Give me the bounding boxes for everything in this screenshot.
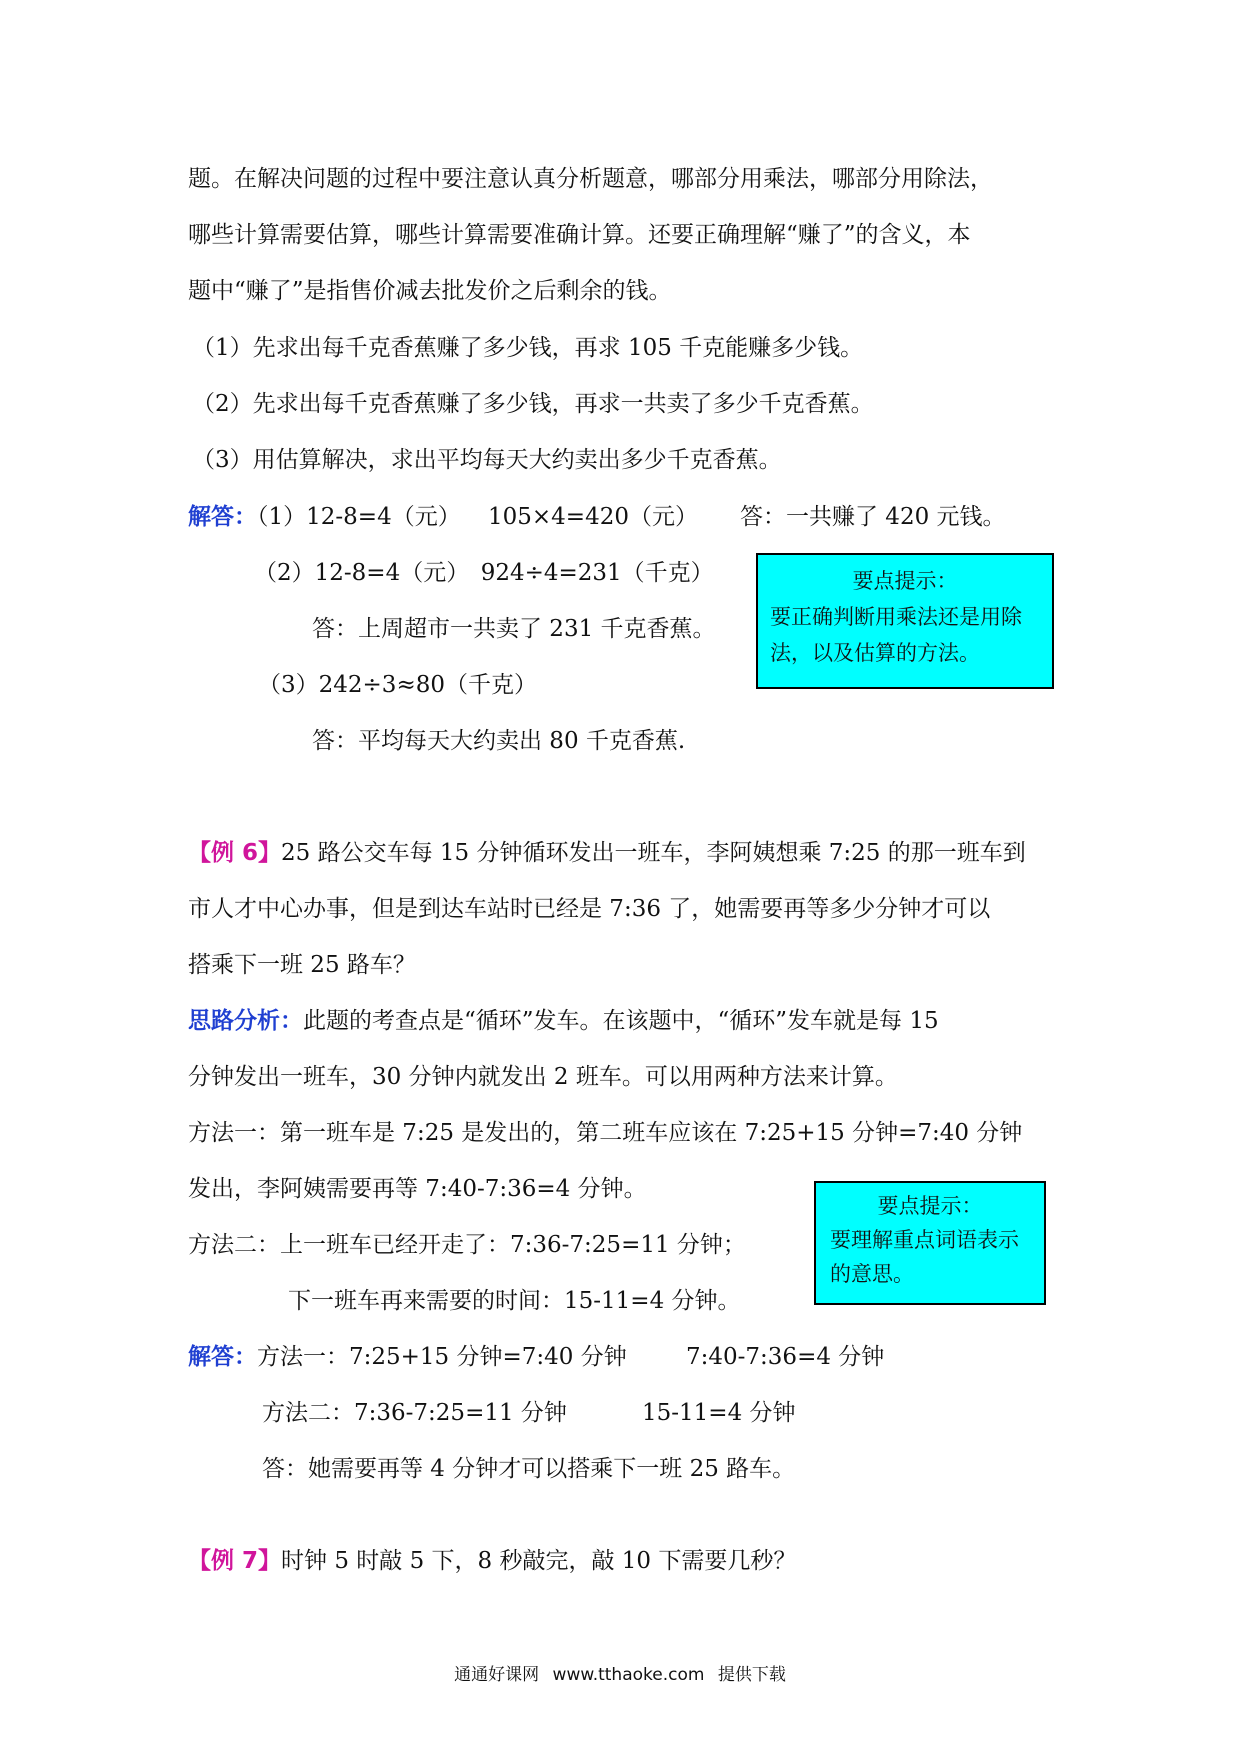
example-6-line-3: 搭乘下一班 25 路车？ bbox=[188, 952, 416, 978]
intro-line-3: 题中“赚了”是指售价减去批发价之后剩余的钱。 bbox=[188, 278, 672, 304]
method-1-line-1: 方法一：第一班车是 7:25 是发出的，第二班车应该在 7:25+15 分钟=7:40 分钟 bbox=[188, 1120, 1023, 1146]
answer-label: 解答： bbox=[188, 504, 257, 530]
answer-6-method-2-a: 方法二：7:36-7:25=11 分钟 bbox=[262, 1400, 567, 1426]
example-7-label: 【例 7】 bbox=[188, 1548, 282, 1574]
tip-title: 要点提示： bbox=[877, 1194, 983, 1218]
answer-6-method-1-a: 方法一：7:25+15 分钟=7:40 分钟 bbox=[257, 1344, 627, 1370]
intro-step-2: （2）先求出每千克香蕉赚了多少钱，再求一共卖了多少千克香蕉。 bbox=[192, 391, 874, 417]
answer-3-conclusion: 答：平均每天大约卖出 80 千克香蕉. bbox=[312, 728, 686, 754]
answer-1-calc-2: 105×4=420（元） bbox=[488, 504, 698, 530]
analysis-text-1: 此题的考查点是“循环”发车。在该题中，“循环”发车就是每 15 bbox=[303, 1008, 939, 1034]
intro-step-3: （3）用估算解决，求出平均每天大约卖出多少千克香蕉。 bbox=[192, 447, 782, 473]
intro-line-2: 哪些计算需要估算，哪些计算需要准确计算。还要正确理解“赚了”的含义，本 bbox=[188, 222, 971, 248]
answer-1-calc-1: （1）12-8=4（元） bbox=[257, 504, 461, 530]
example-6-label: 【例 6】 bbox=[188, 840, 282, 866]
tip-line-1: 要理解重点词语表示 bbox=[830, 1228, 1019, 1252]
answer-1-conclusion: 答：一共赚了 420 元钱。 bbox=[740, 504, 1006, 530]
answer-2-conclusion: 答：上周超市一共卖了 231 千克香蕉。 bbox=[312, 616, 716, 642]
example-6-text-1: 25 路公交车每 15 分钟循环发出一班车，李阿姨想乘 7:25 的那一班车到 bbox=[281, 840, 1026, 866]
answer-row-1 bbox=[188, 502, 461, 532]
example-6-line-2: 市人才中心办事，但是到达车站时已经是 7:36 了，她需要再等多少分钟才可以 bbox=[188, 896, 991, 922]
example-6-line-1 bbox=[188, 838, 1026, 868]
method-1-line-2: 发出，李阿姨需要再等 7:40-7:36=4 分钟。 bbox=[188, 1176, 647, 1202]
answer-6-method-1-b: 7:40-7:36=4 分钟 bbox=[686, 1344, 885, 1370]
tip-box bbox=[814, 1181, 1046, 1305]
page-footer bbox=[0, 1660, 1240, 1685]
answer-6-row-1 bbox=[188, 1342, 627, 1372]
footer-site-name: 通通好课网 bbox=[454, 1665, 540, 1685]
method-2-line-2: 下一班车再来需要的时间：15-11=4 分钟。 bbox=[288, 1288, 741, 1314]
method-2-line-1: 方法二：上一班车已经开走了：7:36-7:25=11 分钟； bbox=[188, 1232, 746, 1258]
answer-2-calc: （2）12-8=4（元） 924÷4=231（千克） bbox=[254, 560, 714, 586]
answer-6-conclusion: 答：她需要再等 4 分钟才可以搭乘下一班 25 路车。 bbox=[262, 1456, 796, 1482]
intro-step-1: （1）先求出每千克香蕉赚了多少钱，再求 105 千克能赚多少钱。 bbox=[192, 335, 864, 361]
example-7-text: 时钟 5 时敲 5 下，8 秒敲完，敲 10 下需要几秒？ bbox=[281, 1548, 797, 1574]
answer-label: 解答： bbox=[188, 1344, 257, 1370]
answer-6-method-2-b: 15-11=4 分钟 bbox=[642, 1400, 796, 1426]
analysis-line-1 bbox=[188, 1006, 939, 1036]
example-7-line bbox=[188, 1546, 796, 1576]
answer-3-calc: （3）242÷3≈80（千克） bbox=[258, 672, 537, 698]
footer-note: 提供下载 bbox=[717, 1665, 786, 1685]
tip-line-2: 法，以及估算的方法。 bbox=[770, 641, 980, 665]
intro-line-1: 题。在解决问题的过程中要注意认真分析题意，哪部分用乘法，哪部分用除法， bbox=[188, 166, 993, 192]
footer-url[interactable]: www.tthaoke.com bbox=[552, 1665, 705, 1685]
tip-line-1: 要正确判断用乘法还是用除 bbox=[770, 605, 1022, 629]
tip-line-2: 的意思。 bbox=[830, 1262, 914, 1286]
analysis-label: 思路分析： bbox=[188, 1008, 303, 1034]
tip-title: 要点提示： bbox=[852, 569, 958, 593]
analysis-line-2: 分钟发出一班车，30 分钟内就发出 2 班车。可以用两种方法来计算。 bbox=[188, 1064, 898, 1090]
tip-box bbox=[756, 553, 1054, 689]
